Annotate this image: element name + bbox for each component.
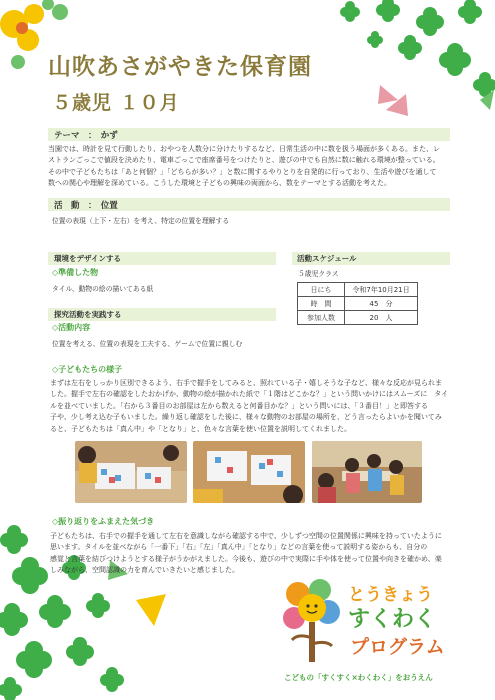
theme-line: ストランごっこで値段を決めたり、電車ごっこで座席番号をつけたりと、遊びの中でも自然に数に触れる環境が整っている。 <box>48 156 440 165</box>
content-heading: ◇活動内容 <box>52 323 91 332</box>
reflection-heading: ◇振り返りをふまえた気づき <box>52 517 155 526</box>
reflection-line: 思います。タイルを並べながら「一番下」「右」「左」「真ん中」「となり」などの言葉を使って説明する姿からも、自分の <box>50 543 428 552</box>
prep-heading: ◇準備した物 <box>52 268 99 277</box>
table-cell: 令和7年10月21日 <box>345 283 418 297</box>
activity-body: 位置の表現（上下・左右）を考え、特定の位置を理解する <box>52 217 230 225</box>
schedule-table <box>297 282 418 325</box>
table-cell: 時 間 <box>298 297 345 311</box>
page-subtitle: ５歳児 １０月 <box>52 92 180 114</box>
activity-photo-3 <box>312 441 422 503</box>
environment-label: 環境をデザインする <box>54 254 121 263</box>
theme-body <box>48 144 458 190</box>
logo-line-2: すくわく <box>348 607 437 632</box>
logo-tagline: こどもの「すくすく×わくわく」をおうえん <box>284 673 433 682</box>
theme-line: 当園では、時計を見て行動したり、おやつを人数分に分けたりするなど、日常生活の中に数を扱う場面が多くある。また、レ <box>48 145 440 153</box>
table-cell: 20 人 <box>345 311 418 325</box>
triangle-decoration-pink <box>382 88 412 118</box>
logo-line-1: とうきょう <box>348 585 433 605</box>
reflection-line: 子どもたちは、右手での握手を通して左右を意識しながら確認する中で、少しずつ空間の位置関係に興味を持っていたように <box>50 532 442 540</box>
theme-label: テーマ ： かず <box>54 131 118 141</box>
program-logo <box>278 578 478 688</box>
exploration-label: 探究活動を実践する <box>54 310 122 319</box>
children-line: した。握手で左右の確認をしたおかげか、動物の絵が描かれた紙で「１階はどこかな？」という問いかけにはスムーズに タイ <box>50 390 449 399</box>
theme-line: 数への関心や理解を深めている。こうした環境と子どもの興味の両面から、数をテーマとする活動を考えた。 <box>48 179 391 188</box>
tree-icon <box>278 578 348 673</box>
reflection-line: しみながら、空間認識の力を育んでいきたいと感じました。 <box>50 566 239 575</box>
activity-label: 活 動 ： 位置 <box>54 201 118 211</box>
table-row <box>298 311 418 325</box>
schedule-label: 活動スケジュール <box>297 254 357 263</box>
table-row <box>298 297 418 311</box>
children-body <box>50 378 460 435</box>
theme-line: その中で子どもたちは「あと何個？」「どちらが多い？」と数に関するやりとりを自発的に行っており、生活や遊びを通して <box>48 167 437 176</box>
children-heading: ◇子どもたちの様子 <box>52 365 123 374</box>
table-cell: 45 分 <box>345 297 418 311</box>
activity-photo-2 <box>193 441 305 503</box>
children-line: ると、子どもたちは「真ん中」や「となり」と、色々な言葉を使い位置を説明してくれました。 <box>50 424 351 433</box>
table-cell: 日にち <box>298 283 345 297</box>
table-cell: 参加人数 <box>298 311 345 325</box>
children-line: ルを並べていました。「右から３番目のお部屋は左から数えると何番目かな？」という問いには、「３番目！」と即答する <box>50 401 428 410</box>
logo-line-3: プログラム <box>350 636 445 658</box>
children-line: まずは左右をしっかり区別できるよう、右手で握手をしてみると、照れている子・嬉しそうな子など、様々な反応が見られま <box>50 379 442 387</box>
triangle-decoration-left <box>132 590 172 630</box>
reflection-body <box>50 531 460 577</box>
page-title: 山吹あさがやきた保育園 <box>48 54 312 80</box>
prep-body: タイル、動物の絵の描いてある紙 <box>52 285 154 293</box>
schedule-class: ５歳児クラス <box>298 270 339 278</box>
reflection-line: 感覚と言葉を結びつけようとする様子がうかがえました。今後も、遊びの中で実際に手や体を使って位置や向きを確かめ、楽 <box>50 554 442 563</box>
children-line: 子や、少し考え込む子もいました。繰り返し確認をした後に、様々な動物のお部屋の場所を、どう言ったらよいかを聞いてみ <box>50 413 442 422</box>
activity-photo-1 <box>75 441 187 503</box>
table-row <box>298 283 418 297</box>
content-body: 位置を考える、位置の表現を工夫する、ゲームで位置に親しむ <box>52 340 243 348</box>
